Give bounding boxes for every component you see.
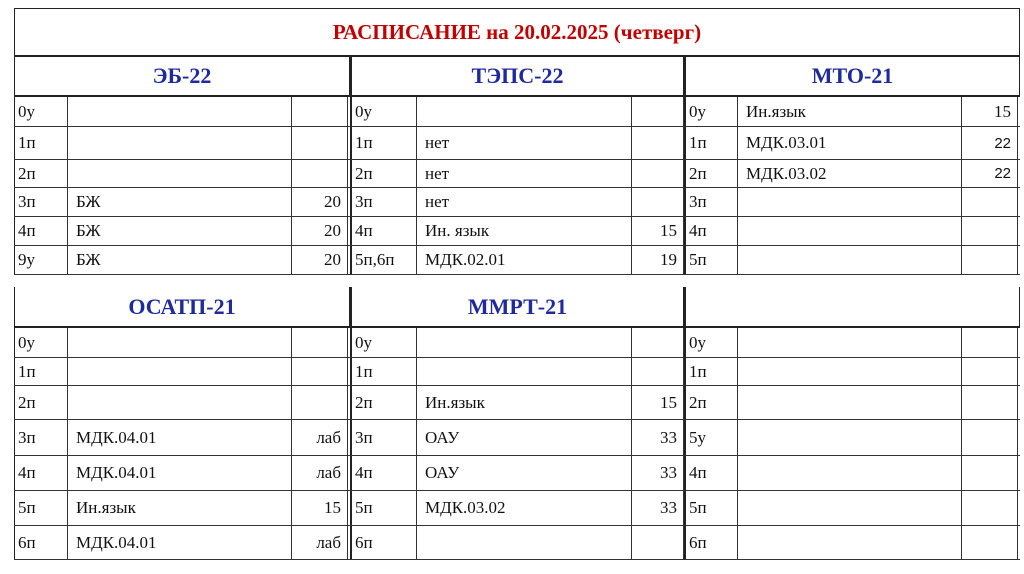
subject-cell <box>417 526 632 559</box>
table-row <box>350 491 684 526</box>
room-cell: 20 <box>292 217 348 245</box>
room-cell <box>632 97 684 126</box>
room-cell: лаб <box>292 456 348 490</box>
table-row <box>14 217 350 246</box>
lesson-number: 2п <box>684 160 738 187</box>
subject-cell: нет <box>417 188 632 216</box>
table-row <box>684 160 1020 188</box>
group-header: ТЭПС-22 <box>350 56 684 97</box>
subject-cell <box>417 358 632 385</box>
table-row <box>684 97 1020 127</box>
table-row <box>684 420 1020 456</box>
room-cell: 15 <box>632 386 684 419</box>
subject-cell <box>738 420 962 455</box>
room-cell: лаб <box>292 526 348 559</box>
lesson-number: 9у <box>14 246 68 274</box>
table-row <box>350 386 684 420</box>
subject-cell: МДК.04.01 <box>68 420 292 455</box>
lesson-number: 1п <box>684 358 738 385</box>
subject-cell: Ин. язык <box>417 217 632 245</box>
lesson-number: 5п <box>684 491 738 525</box>
room-cell <box>962 217 1018 245</box>
table-row <box>14 188 350 217</box>
room-cell <box>292 160 348 187</box>
subject-cell: Ин.язык <box>738 97 962 126</box>
lesson-number: 0у <box>350 97 417 126</box>
table-row <box>350 456 684 491</box>
room-cell <box>962 188 1018 216</box>
table-row <box>350 160 684 188</box>
subject-cell <box>417 97 632 126</box>
subject-cell <box>738 491 962 525</box>
subject-cell: ОАУ <box>417 420 632 455</box>
room-cell: 15 <box>292 491 348 525</box>
lesson-number: 3п <box>14 188 68 216</box>
room-cell <box>962 328 1018 357</box>
lesson-number: 2п <box>14 386 68 419</box>
table-row <box>350 97 684 127</box>
table-row <box>14 246 350 275</box>
room-cell: лаб <box>292 420 348 455</box>
table-row <box>14 358 350 386</box>
subject-cell: нет <box>417 160 632 187</box>
subject-cell <box>68 386 292 419</box>
subject-cell <box>68 97 292 126</box>
room-cell <box>962 386 1018 419</box>
lesson-number: 6п <box>684 526 738 559</box>
table-row <box>350 127 684 160</box>
subject-cell: БЖ <box>68 246 292 274</box>
lesson-rows <box>684 97 1020 275</box>
schedule-title: РАСПИСАНИЕ на 20.02.2025 (четверг) <box>14 8 1020 57</box>
table-row <box>684 246 1020 275</box>
group-header: ОСАТП-21 <box>14 287 350 328</box>
table-row <box>14 456 350 491</box>
table-row <box>14 328 350 358</box>
lesson-number: 4п <box>684 456 738 490</box>
lesson-number: 2п <box>14 160 68 187</box>
lesson-number: 5п <box>350 491 417 525</box>
group-block-osatp21 <box>14 287 350 560</box>
subject-cell: МДК.03.02 <box>417 491 632 525</box>
room-cell <box>632 160 684 187</box>
room-cell <box>962 526 1018 559</box>
subject-cell <box>738 358 962 385</box>
lesson-number: 2п <box>684 386 738 419</box>
table-row <box>684 456 1020 491</box>
lesson-number: 4п <box>684 217 738 245</box>
table-row <box>350 358 684 386</box>
room-cell: 22 <box>962 127 1018 159</box>
lesson-rows <box>14 97 350 275</box>
subject-cell <box>738 217 962 245</box>
lesson-rows <box>350 328 684 560</box>
room-cell <box>962 491 1018 525</box>
subject-cell: Ин.язык <box>417 386 632 419</box>
lesson-number: 2п <box>350 386 417 419</box>
table-row <box>14 386 350 420</box>
table-row <box>684 386 1020 420</box>
group-header: МТО-21 <box>684 56 1020 97</box>
room-cell <box>962 456 1018 490</box>
subject-cell <box>738 246 962 274</box>
group-block-eb22 <box>14 56 350 275</box>
lesson-number: 2п <box>350 160 417 187</box>
room-cell <box>962 420 1018 455</box>
subject-cell: БЖ <box>68 217 292 245</box>
subject-cell <box>68 328 292 357</box>
lesson-number: 5п,6п <box>350 246 417 274</box>
group-block-teps22 <box>350 56 684 275</box>
group-block-mmrt21 <box>350 287 684 560</box>
lesson-number: 4п <box>14 217 68 245</box>
lesson-rows <box>14 328 350 560</box>
lesson-number: 5у <box>684 420 738 455</box>
table-row <box>684 127 1020 160</box>
room-cell <box>292 97 348 126</box>
table-row <box>14 420 350 456</box>
lesson-number: 4п <box>14 456 68 490</box>
subject-cell <box>738 188 962 216</box>
table-row <box>350 188 684 217</box>
room-cell <box>632 358 684 385</box>
group-header <box>684 287 1020 328</box>
room-cell: 15 <box>632 217 684 245</box>
subject-cell <box>417 328 632 357</box>
table-row <box>14 491 350 526</box>
group-block-empty <box>684 287 1020 560</box>
lesson-number: 3п <box>350 420 417 455</box>
table-row <box>14 526 350 560</box>
table-row <box>350 526 684 560</box>
room-cell <box>292 386 348 419</box>
subject-cell: нет <box>417 127 632 159</box>
lesson-number: 6п <box>350 526 417 559</box>
lesson-number: 6п <box>14 526 68 559</box>
group-header: ММРТ-21 <box>350 287 684 328</box>
room-cell: 19 <box>632 246 684 274</box>
lesson-number: 0у <box>684 328 738 357</box>
table-row <box>684 188 1020 217</box>
table-row <box>350 420 684 456</box>
lesson-number: 5п <box>14 491 68 525</box>
lesson-number: 3п <box>14 420 68 455</box>
table-row <box>684 526 1020 560</box>
table-row <box>684 217 1020 246</box>
subject-cell <box>68 358 292 385</box>
lesson-number: 1п <box>350 358 417 385</box>
room-cell <box>632 526 684 559</box>
table-row <box>350 246 684 275</box>
room-cell: 33 <box>632 456 684 490</box>
lesson-number: 1п <box>14 127 68 159</box>
lesson-number: 0у <box>14 97 68 126</box>
lesson-number: 0у <box>350 328 417 357</box>
table-row <box>350 217 684 246</box>
table-row <box>684 358 1020 386</box>
lesson-number: 1п <box>350 127 417 159</box>
lesson-number: 0у <box>684 97 738 126</box>
lesson-number: 3п <box>350 188 417 216</box>
room-cell: 20 <box>292 188 348 216</box>
room-cell <box>632 127 684 159</box>
subject-cell: МДК.04.01 <box>68 456 292 490</box>
subject-cell: Ин.язык <box>68 491 292 525</box>
room-cell <box>962 246 1018 274</box>
lesson-number: 4п <box>350 217 417 245</box>
room-cell <box>962 358 1018 385</box>
subject-cell <box>68 127 292 159</box>
table-row <box>684 328 1020 358</box>
room-cell: 22 <box>962 160 1018 187</box>
subject-cell <box>738 526 962 559</box>
subject-cell: МДК.04.01 <box>68 526 292 559</box>
table-row <box>14 127 350 160</box>
lesson-number: 1п <box>14 358 68 385</box>
lesson-number: 3п <box>684 188 738 216</box>
table-row <box>14 97 350 127</box>
room-cell <box>292 127 348 159</box>
lesson-rows <box>684 328 1020 560</box>
lesson-number: 0у <box>14 328 68 357</box>
subject-cell <box>738 456 962 490</box>
subject-cell: МДК.03.02 <box>738 160 962 187</box>
subject-cell: ОАУ <box>417 456 632 490</box>
table-row <box>350 328 684 358</box>
room-cell <box>632 328 684 357</box>
subject-cell <box>738 386 962 419</box>
subject-cell: БЖ <box>68 188 292 216</box>
room-cell <box>632 188 684 216</box>
room-cell <box>292 328 348 357</box>
subject-cell <box>68 160 292 187</box>
lesson-rows <box>350 97 684 275</box>
subject-cell: МДК.02.01 <box>417 246 632 274</box>
room-cell: 33 <box>632 491 684 525</box>
table-row <box>14 160 350 188</box>
room-cell <box>292 358 348 385</box>
lesson-number: 1п <box>684 127 738 159</box>
lesson-number: 5п <box>684 246 738 274</box>
schedule-sheet <box>14 8 1020 566</box>
room-cell: 33 <box>632 420 684 455</box>
room-cell: 15 <box>962 97 1018 126</box>
room-cell: 20 <box>292 246 348 274</box>
group-header: ЭБ-22 <box>14 56 350 97</box>
table-row <box>684 491 1020 526</box>
group-block-mto21 <box>684 56 1020 275</box>
subject-cell <box>738 328 962 357</box>
subject-cell: МДК.03.01 <box>738 127 962 159</box>
lesson-number: 4п <box>350 456 417 490</box>
